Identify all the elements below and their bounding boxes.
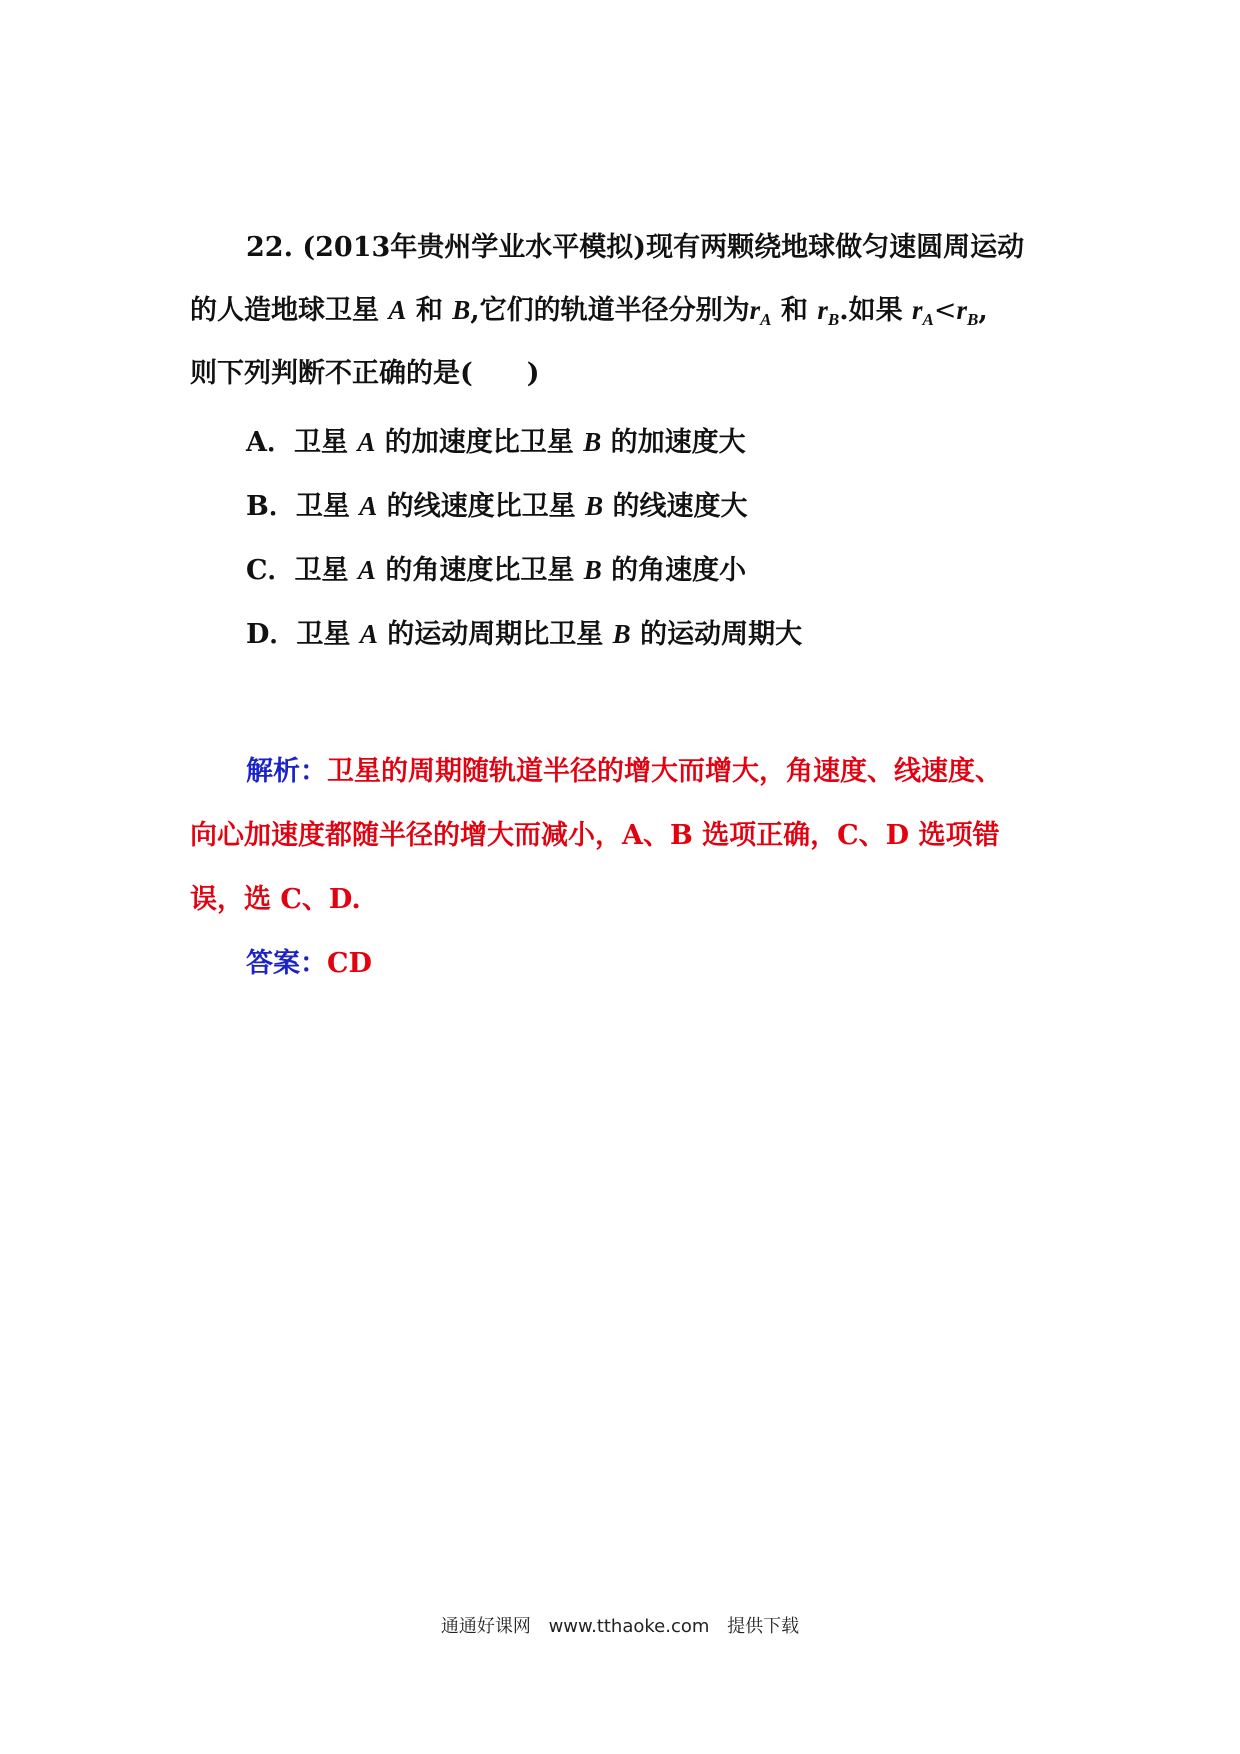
option-letter: A． <box>246 427 294 458</box>
radius-sub-a: A <box>760 310 772 329</box>
radius-r-b: r <box>817 295 828 325</box>
page-footer <box>0 1612 1240 1638</box>
option-letter: C． <box>246 555 295 586</box>
option-text: 卫星 <box>296 619 351 650</box>
footer-url[interactable]: www.tthaoke.com <box>548 1616 710 1637</box>
option-text: 的加速度比卫星 <box>384 427 574 458</box>
option-var-a: A <box>359 619 378 649</box>
q2-text-1: 的人造地球卫星 <box>190 295 379 326</box>
option-var-a: A <box>357 427 376 457</box>
q2-text-4: 和 <box>780 295 808 326</box>
option-b <box>246 486 747 527</box>
analysis-line-2: 向心加速度都随半径的增大而减小，A、B 选项正确，C、D 选项错 <box>190 820 1000 851</box>
option-letter: D． <box>246 619 297 650</box>
option-var-b: B <box>612 619 631 649</box>
compare-sub-a: A <box>922 310 934 329</box>
option-a <box>246 422 746 463</box>
answer-line <box>246 944 372 984</box>
option-letter: B． <box>246 491 296 522</box>
question-line-3: 则下列判断不正确的是( ) <box>190 358 540 389</box>
radius-r-a: r <box>749 295 761 325</box>
q2-text-2: 和 <box>415 295 443 326</box>
option-text: 的角速度比卫星 <box>385 555 575 586</box>
option-text: 的加速度大 <box>610 427 746 458</box>
option-text: 卫星 <box>293 427 348 458</box>
analysis-label: 解析： <box>246 756 327 787</box>
q2-text-5: .如果 <box>839 295 903 326</box>
compare-sub-b: B <box>967 310 979 329</box>
q2-text-6: , <box>978 295 988 326</box>
option-text: 的线速度比卫星 <box>386 491 576 522</box>
option-d <box>246 614 802 655</box>
question-line-2 <box>190 290 988 340</box>
option-text: 的运动周期比卫星 <box>387 619 604 650</box>
q2-text-3: ,它们的轨道半径分别为 <box>470 295 750 326</box>
option-var-a: A <box>359 491 378 521</box>
option-var-b: B <box>583 555 602 585</box>
option-var-b: B <box>585 491 604 521</box>
compare-r-b: r <box>956 295 967 325</box>
option-var-a: A <box>357 555 376 585</box>
satellite-a-var: A <box>388 295 407 325</box>
question-line-1: 22. (2013年贵州学业水平模拟)现有两颗绕地球做匀速圆周运动 <box>246 232 1025 263</box>
answer-label: 答案： <box>246 948 327 979</box>
compare-r-a: r <box>912 295 923 325</box>
footer-site-name: 通通好课网 <box>440 1616 531 1637</box>
option-text: 的运动周期大 <box>640 619 803 650</box>
analysis-text-1: 卫星的周期随轨道半径的增大而增大，角速度、线速度、 <box>327 756 1002 787</box>
option-text: 的角速度小 <box>611 555 747 586</box>
radius-sub-b: B <box>827 310 840 329</box>
option-text: 的线速度大 <box>612 491 748 522</box>
less-than-sign: < <box>933 295 957 326</box>
satellite-b-var: B <box>452 295 471 325</box>
option-text: 卫星 <box>295 491 350 522</box>
analysis-line-1 <box>246 752 1002 792</box>
answer-value: CD <box>327 948 372 979</box>
analysis-line-3: 误，选 C、D. <box>190 884 361 915</box>
footer-suffix: 提供下载 <box>727 1616 800 1637</box>
option-text: 卫星 <box>294 555 349 586</box>
option-var-b: B <box>583 427 602 457</box>
option-c <box>246 550 746 591</box>
